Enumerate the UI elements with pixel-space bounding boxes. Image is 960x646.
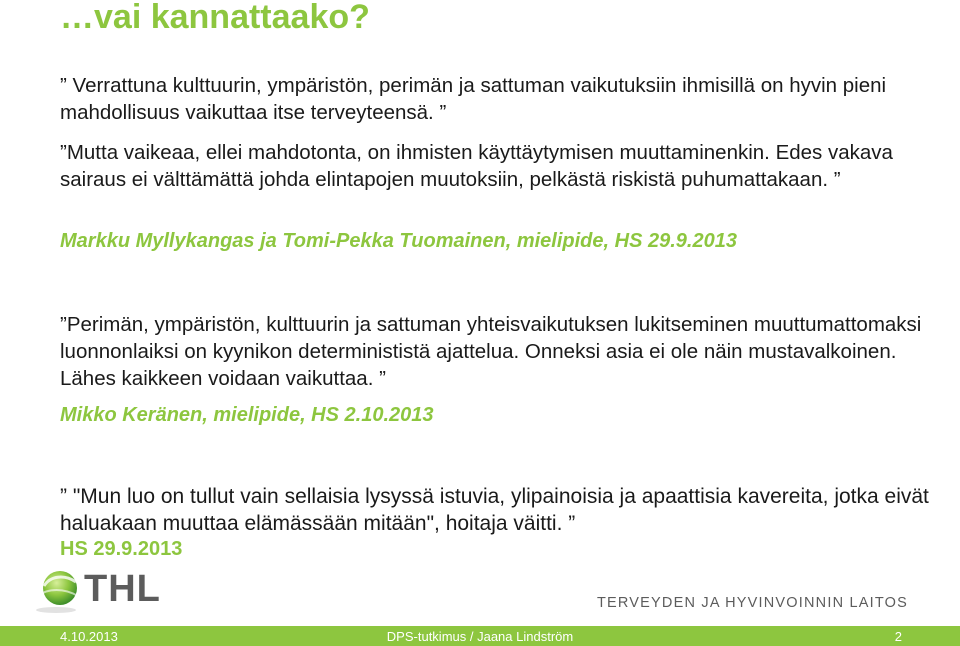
thl-logo-text: THL: [84, 568, 161, 610]
slide-title: …vai kannattaako?: [60, 0, 370, 36]
quote-3: ”Perimän, ympäristön, kulttuurin ja sattuman yhteisvaikutuksen lukitseminen muuttumattomaksi luonnonlaiksi on kyynikon determinististä ajattelua. Onneksi asia ei ole näin mustavalkoinen. Lähes kaikkeen voidaan vaikuttaa. ”: [60, 313, 922, 390]
attribution-2: Mikko Keränen, mielipide, HS 2.10.2013: [60, 404, 434, 426]
footer-presenter: DPS-tutkimus / Jaana Lindström: [386, 629, 574, 644]
attribution-1: Markku Myllykangas ja Tomi-Pekka Tuomainen, mielipide, HS 29.9.2013: [60, 230, 737, 252]
quote-4: ” "Mun luo on tullut vain sellaisia lysyssä istuvia, ylipainoisia ja apaattisia kavereita, jotka eivät haluakaan muuttaa elämässään mitään", hoitaja väitti. ”: [60, 485, 929, 535]
quote-1: ” Verrattuna kulttuurin, ympäristön, perimän ja sattuman vaikutuksiin ihmisillä on hyvin pieni mahdollisuus vaikuttaa itse terveyteensä. ”: [60, 74, 887, 124]
quote-2: ”Mutta vaikeaa, ellei mahdotonta, on ihmisten käyttäytymisen muuttaminenkin. Edes vakava sairaus ei välttämättä johda elintapojen muutoksiin, pelkästä riskistä puhumattakaan. ”: [60, 141, 893, 191]
organization-name: TERVEYDEN JA HYVINVOINNIN LAITOS: [596, 595, 908, 611]
page-number: 2: [894, 629, 902, 644]
footer-bar: [0, 626, 960, 646]
attribution-3: HS 29.9.2013: [60, 538, 183, 560]
footer-date: 4.10.2013: [60, 629, 118, 644]
